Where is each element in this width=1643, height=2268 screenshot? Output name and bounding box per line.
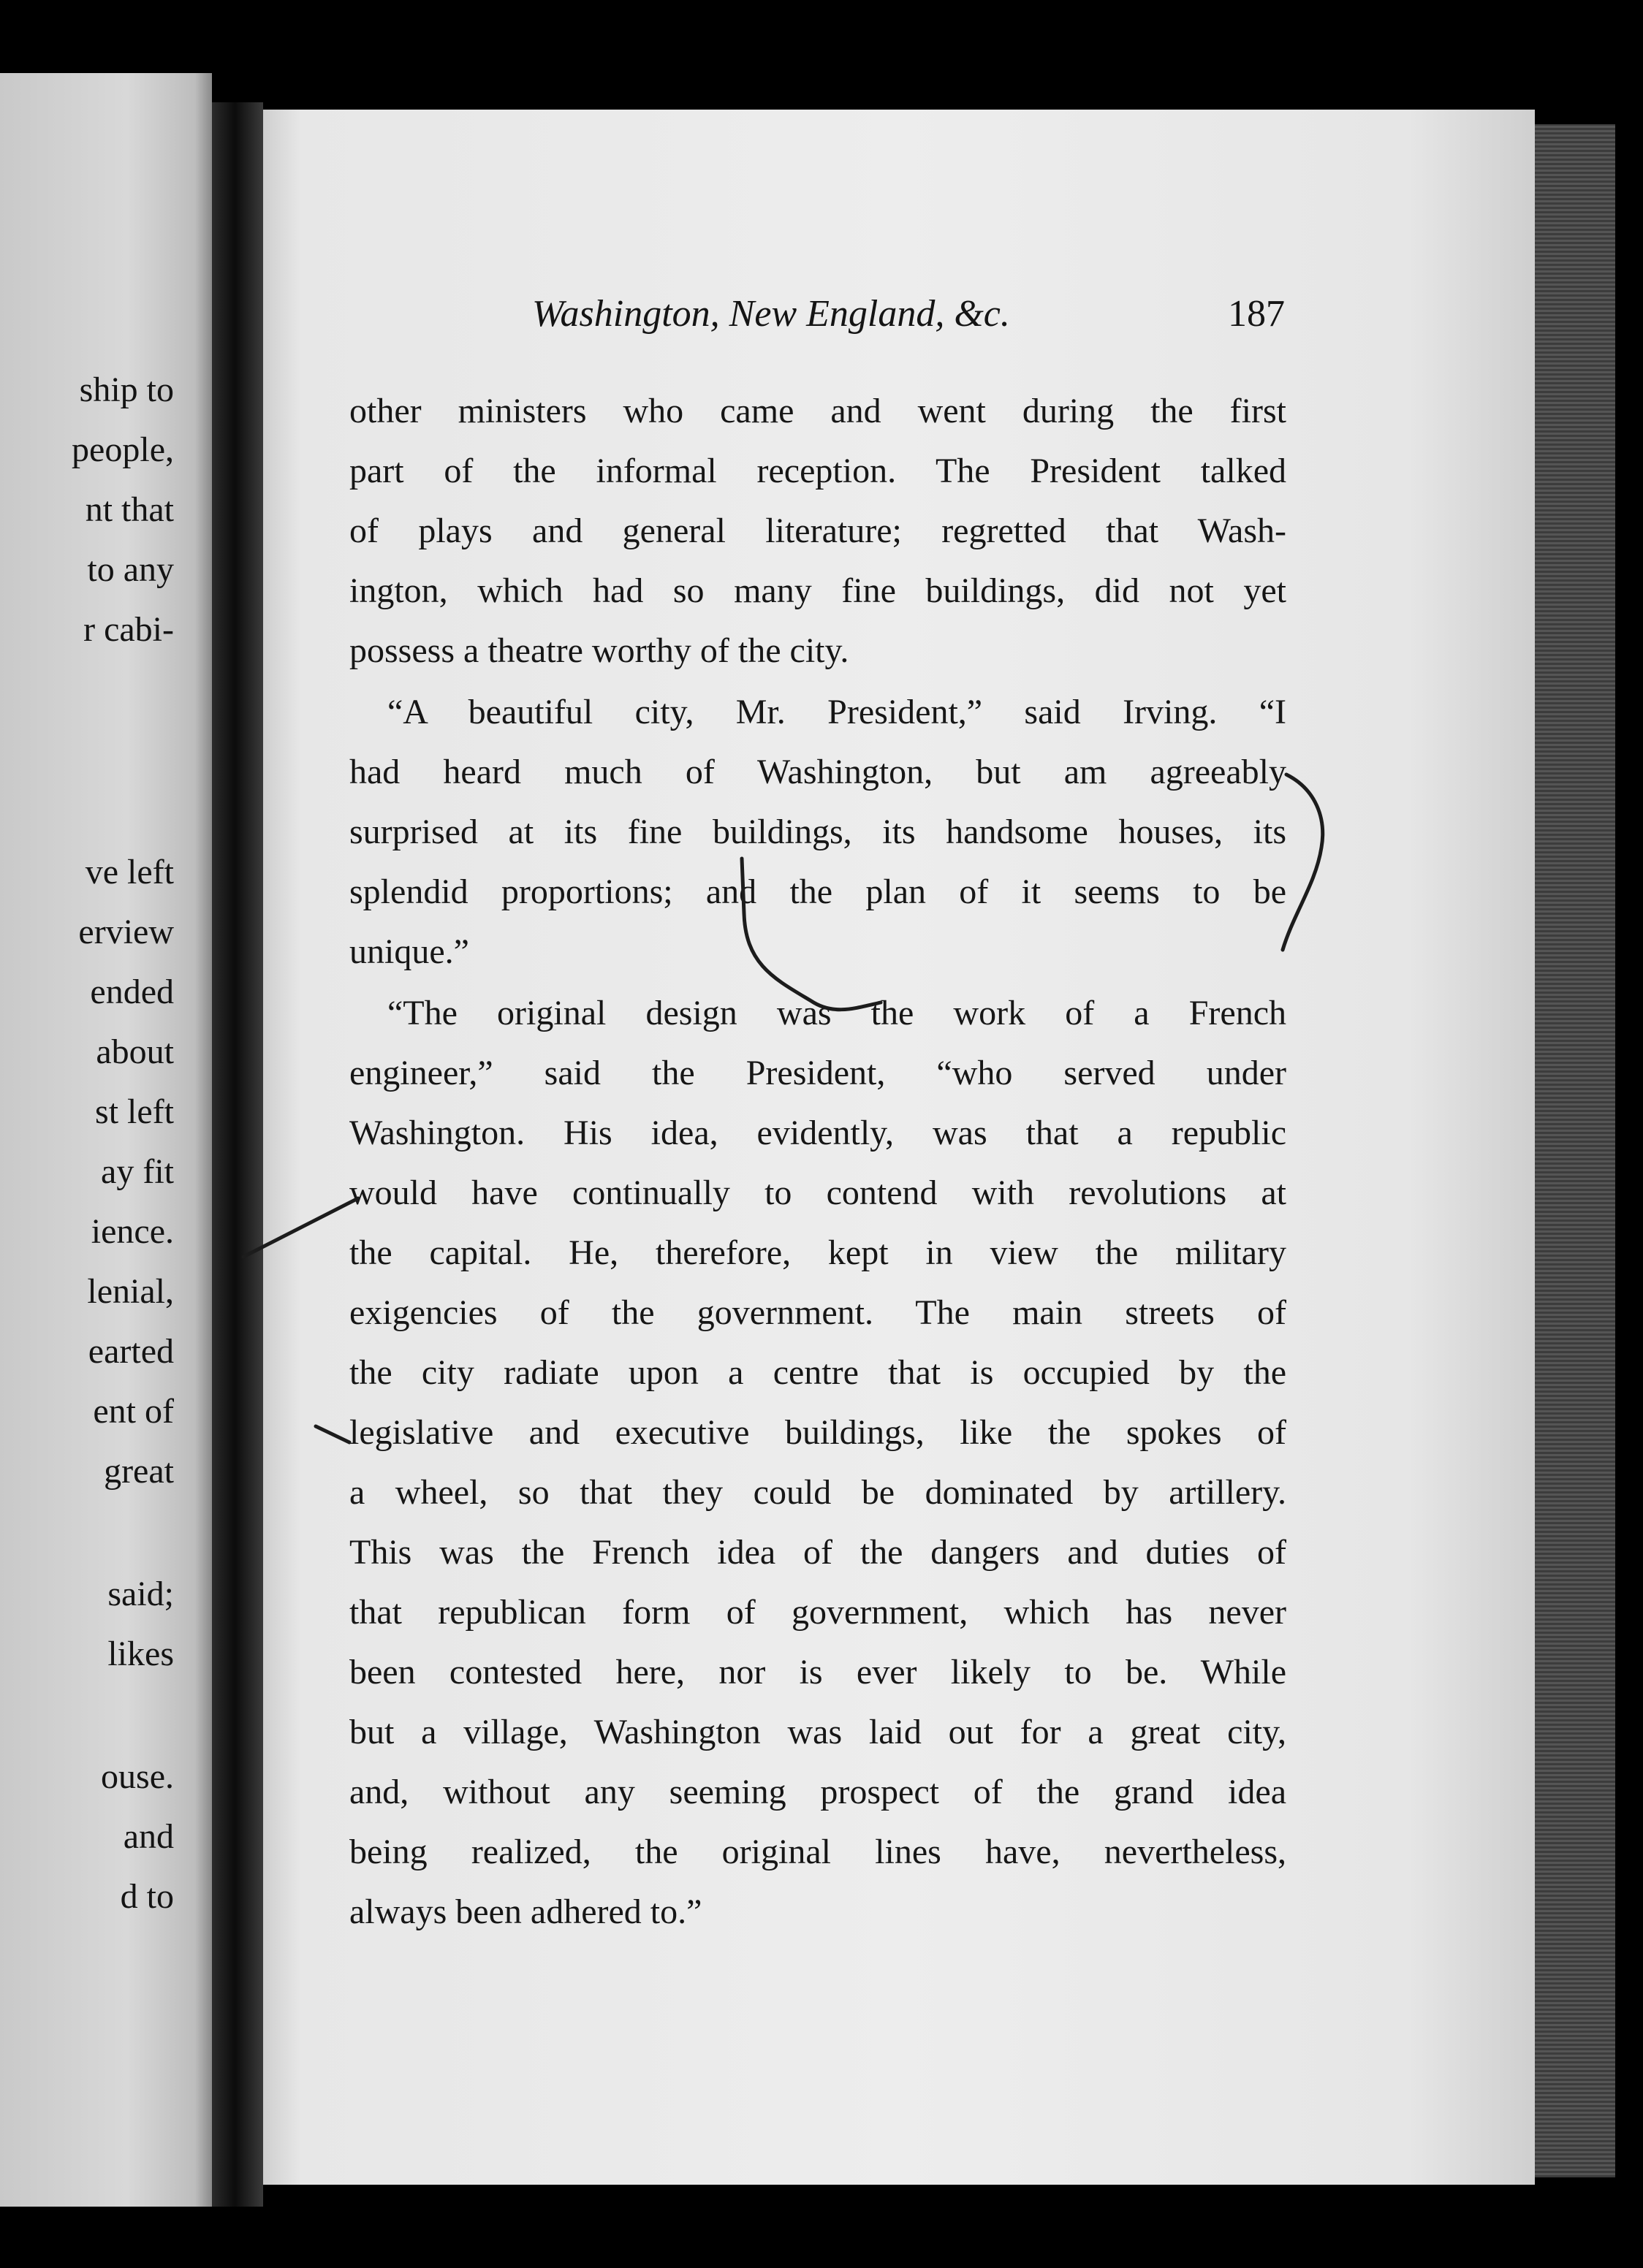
left-page-line: to any <box>87 550 174 589</box>
left-page-line: nt that <box>85 490 174 529</box>
page-number: 187 <box>1228 293 1285 335</box>
body-line: the capital. He, therefore, kept in view the military <box>349 1233 1286 1272</box>
body-line: Washington. His idea, evidently, was that a republic <box>349 1114 1286 1152</box>
left-page-line: and <box>123 1817 174 1856</box>
left-page-line: said; <box>107 1575 174 1613</box>
left-facing-page <box>0 73 212 2207</box>
left-page-line: likes <box>107 1635 174 1673</box>
left-page-line: about <box>96 1032 174 1071</box>
body-line: splendid proportions; and the plan of it seems to be <box>349 872 1286 911</box>
body-line: a wheel, so that they could be dominated by artillery. <box>349 1473 1286 1512</box>
body-line: ington, which had so many fine buildings, did not yet <box>349 571 1286 610</box>
left-page-line: r cabi- <box>83 610 174 649</box>
body-line: engineer,” said the President, “who served under <box>349 1054 1286 1092</box>
body-line: unique.” <box>349 932 469 971</box>
left-page-line: ay fit <box>101 1152 174 1191</box>
running-title: Washington, New England, &c. <box>532 293 1010 335</box>
body-line: This was the French idea of the dangers and duties of <box>349 1533 1286 1572</box>
left-page-line: ship to <box>79 370 174 409</box>
left-page-line: erview <box>78 913 174 951</box>
running-head <box>532 289 1285 340</box>
page-edge-stack <box>1535 124 1615 2177</box>
left-page-line: ouse. <box>101 1757 174 1796</box>
body-line: part of the informal reception. The President talked <box>349 452 1286 490</box>
left-page-line: ience. <box>91 1212 174 1251</box>
body-line: been contested here, nor is ever likely to be. While <box>349 1653 1286 1692</box>
left-page-line: d to <box>120 1877 174 1916</box>
body-line: exigencies of the government. The main streets of <box>349 1293 1286 1332</box>
body-line: “The original design was the work of a French <box>387 994 1286 1032</box>
body-line: possess a theatre worthy of the city. <box>349 631 849 670</box>
left-page-line: great <box>104 1452 174 1491</box>
body-line: legislative and executive buildings, like the spokes of <box>349 1413 1286 1452</box>
left-page-line: ent of <box>93 1392 174 1431</box>
left-page-line: people, <box>72 430 174 469</box>
left-page-line: earted <box>88 1332 174 1371</box>
body-line: always been adhered to.” <box>349 1892 702 1931</box>
left-page-line: st left <box>95 1092 174 1131</box>
body-line: surprised at its fine buildings, its handsome houses, its <box>349 813 1286 851</box>
body-line: and, without any seeming prospect of the grand idea <box>349 1773 1286 1811</box>
left-page-line: ended <box>90 973 174 1011</box>
body-line: being realized, the original lines have, nevertheless, <box>349 1833 1286 1871</box>
body-line: of plays and general literature; regretted that Wash- <box>349 511 1286 550</box>
body-line: would have continually to contend with revolutions at <box>349 1173 1286 1212</box>
left-page-line: ve left <box>85 853 174 891</box>
body-line: the city radiate upon a centre that is occupied by the <box>349 1353 1286 1392</box>
body-line: that republican form of government, which has never <box>349 1593 1286 1632</box>
body-line: but a village, Washington was laid out for a great city, <box>349 1713 1286 1751</box>
book-gutter <box>212 102 263 2207</box>
left-page-line: lenial, <box>87 1272 174 1311</box>
body-line: had heard much of Washington, but am agreeably <box>349 753 1286 791</box>
body-line: other ministers who came and went during the first <box>349 392 1286 430</box>
body-line: “A beautiful city, Mr. President,” said Irving. “I <box>387 693 1286 731</box>
